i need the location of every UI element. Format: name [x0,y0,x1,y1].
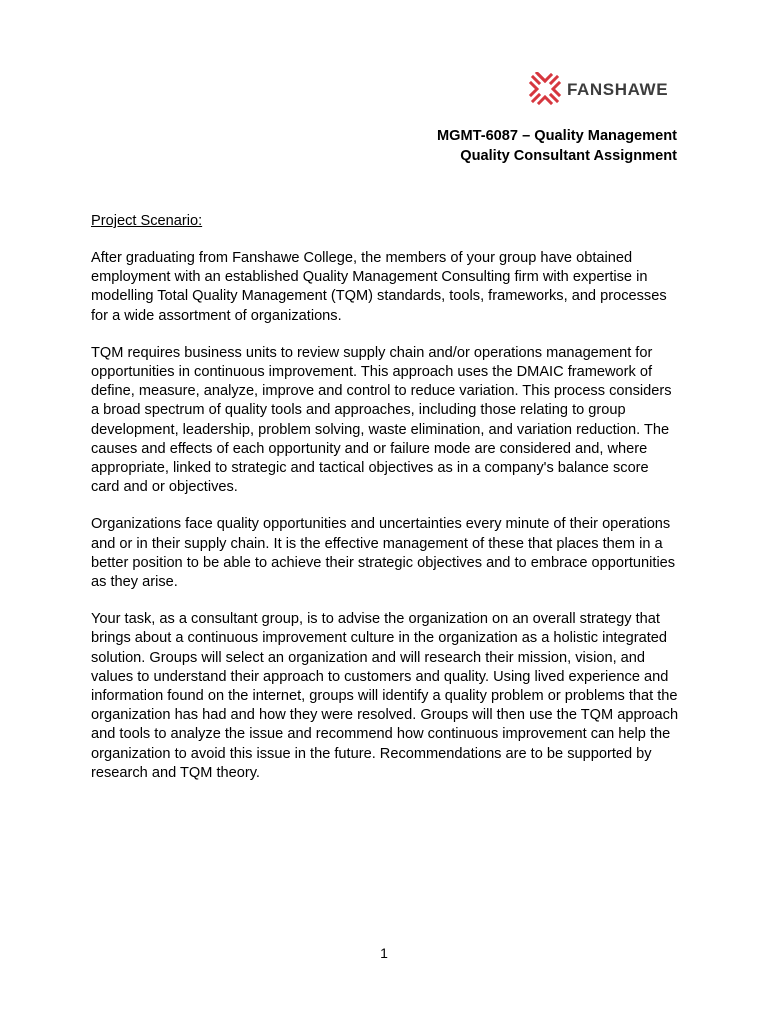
course-title: MGMT-6087 – Quality Management [436,128,677,144]
paragraph: After graduating from Fanshawe College, the members of your group have obtained employment with an established Quality Management Consulting firm with expertise in modelling Total Quality Management (TQM) standards, tools, frameworks, and processes for a wide assortment of organizations. [91,250,667,324]
fanshawe-star-logo-icon [528,72,562,106]
fanshawe-logo [528,72,668,106]
section-heading: Project Scenario: [91,213,203,229]
paragraph: Organizations face quality opportunities and uncertainties every minute of their operations and or in their supply chain. It is the effective management of these that places them in a better position to be able to achieve their strategic objectives and to embrace opportunities as they arise. [91,516,676,591]
brand-name: FANSHAWE [567,79,669,99]
page-number: 1 [380,945,388,961]
document-header [437,127,677,166]
assignment-title: Quality Consultant Assignment [460,147,677,164]
body-text [91,249,679,801]
paragraph: TQM requires business units to review supply chain and/or operations management for opportunities in continuous improvement. This approach uses the DMAIC framework of define, measure, analyze, improve and control to reduce variation. This process considers a broad spectrum of quality tools and approaches, including those relating to group development, leadership, problem solving, waste elimination, and variation reduction. The causes and effects of each opportunity and or failure mode are considered and, where appropriate, linked to strategic and tactical objectives as in a company's balance score card and or objectives. [91,344,672,496]
paragraph: Your task, as a consultant group, is to advise the organization on an overall strategy that brings about a continuous improvement culture in the organization as a holistic integrated solution. Groups will select an organization and will research their mission, vision, and values to understand their approach to customers and quality. Using lived experience and information found on the internet, groups will identify a quality problem or problems that the organization has had and how they were resolved. Groups will then use the TQM approach and tools to analyze the issue and recommend how continuous improvement can help the organization to avoid this issue in the future. Recommendations are to be supported by research and TQM theory. [91,611,679,781]
